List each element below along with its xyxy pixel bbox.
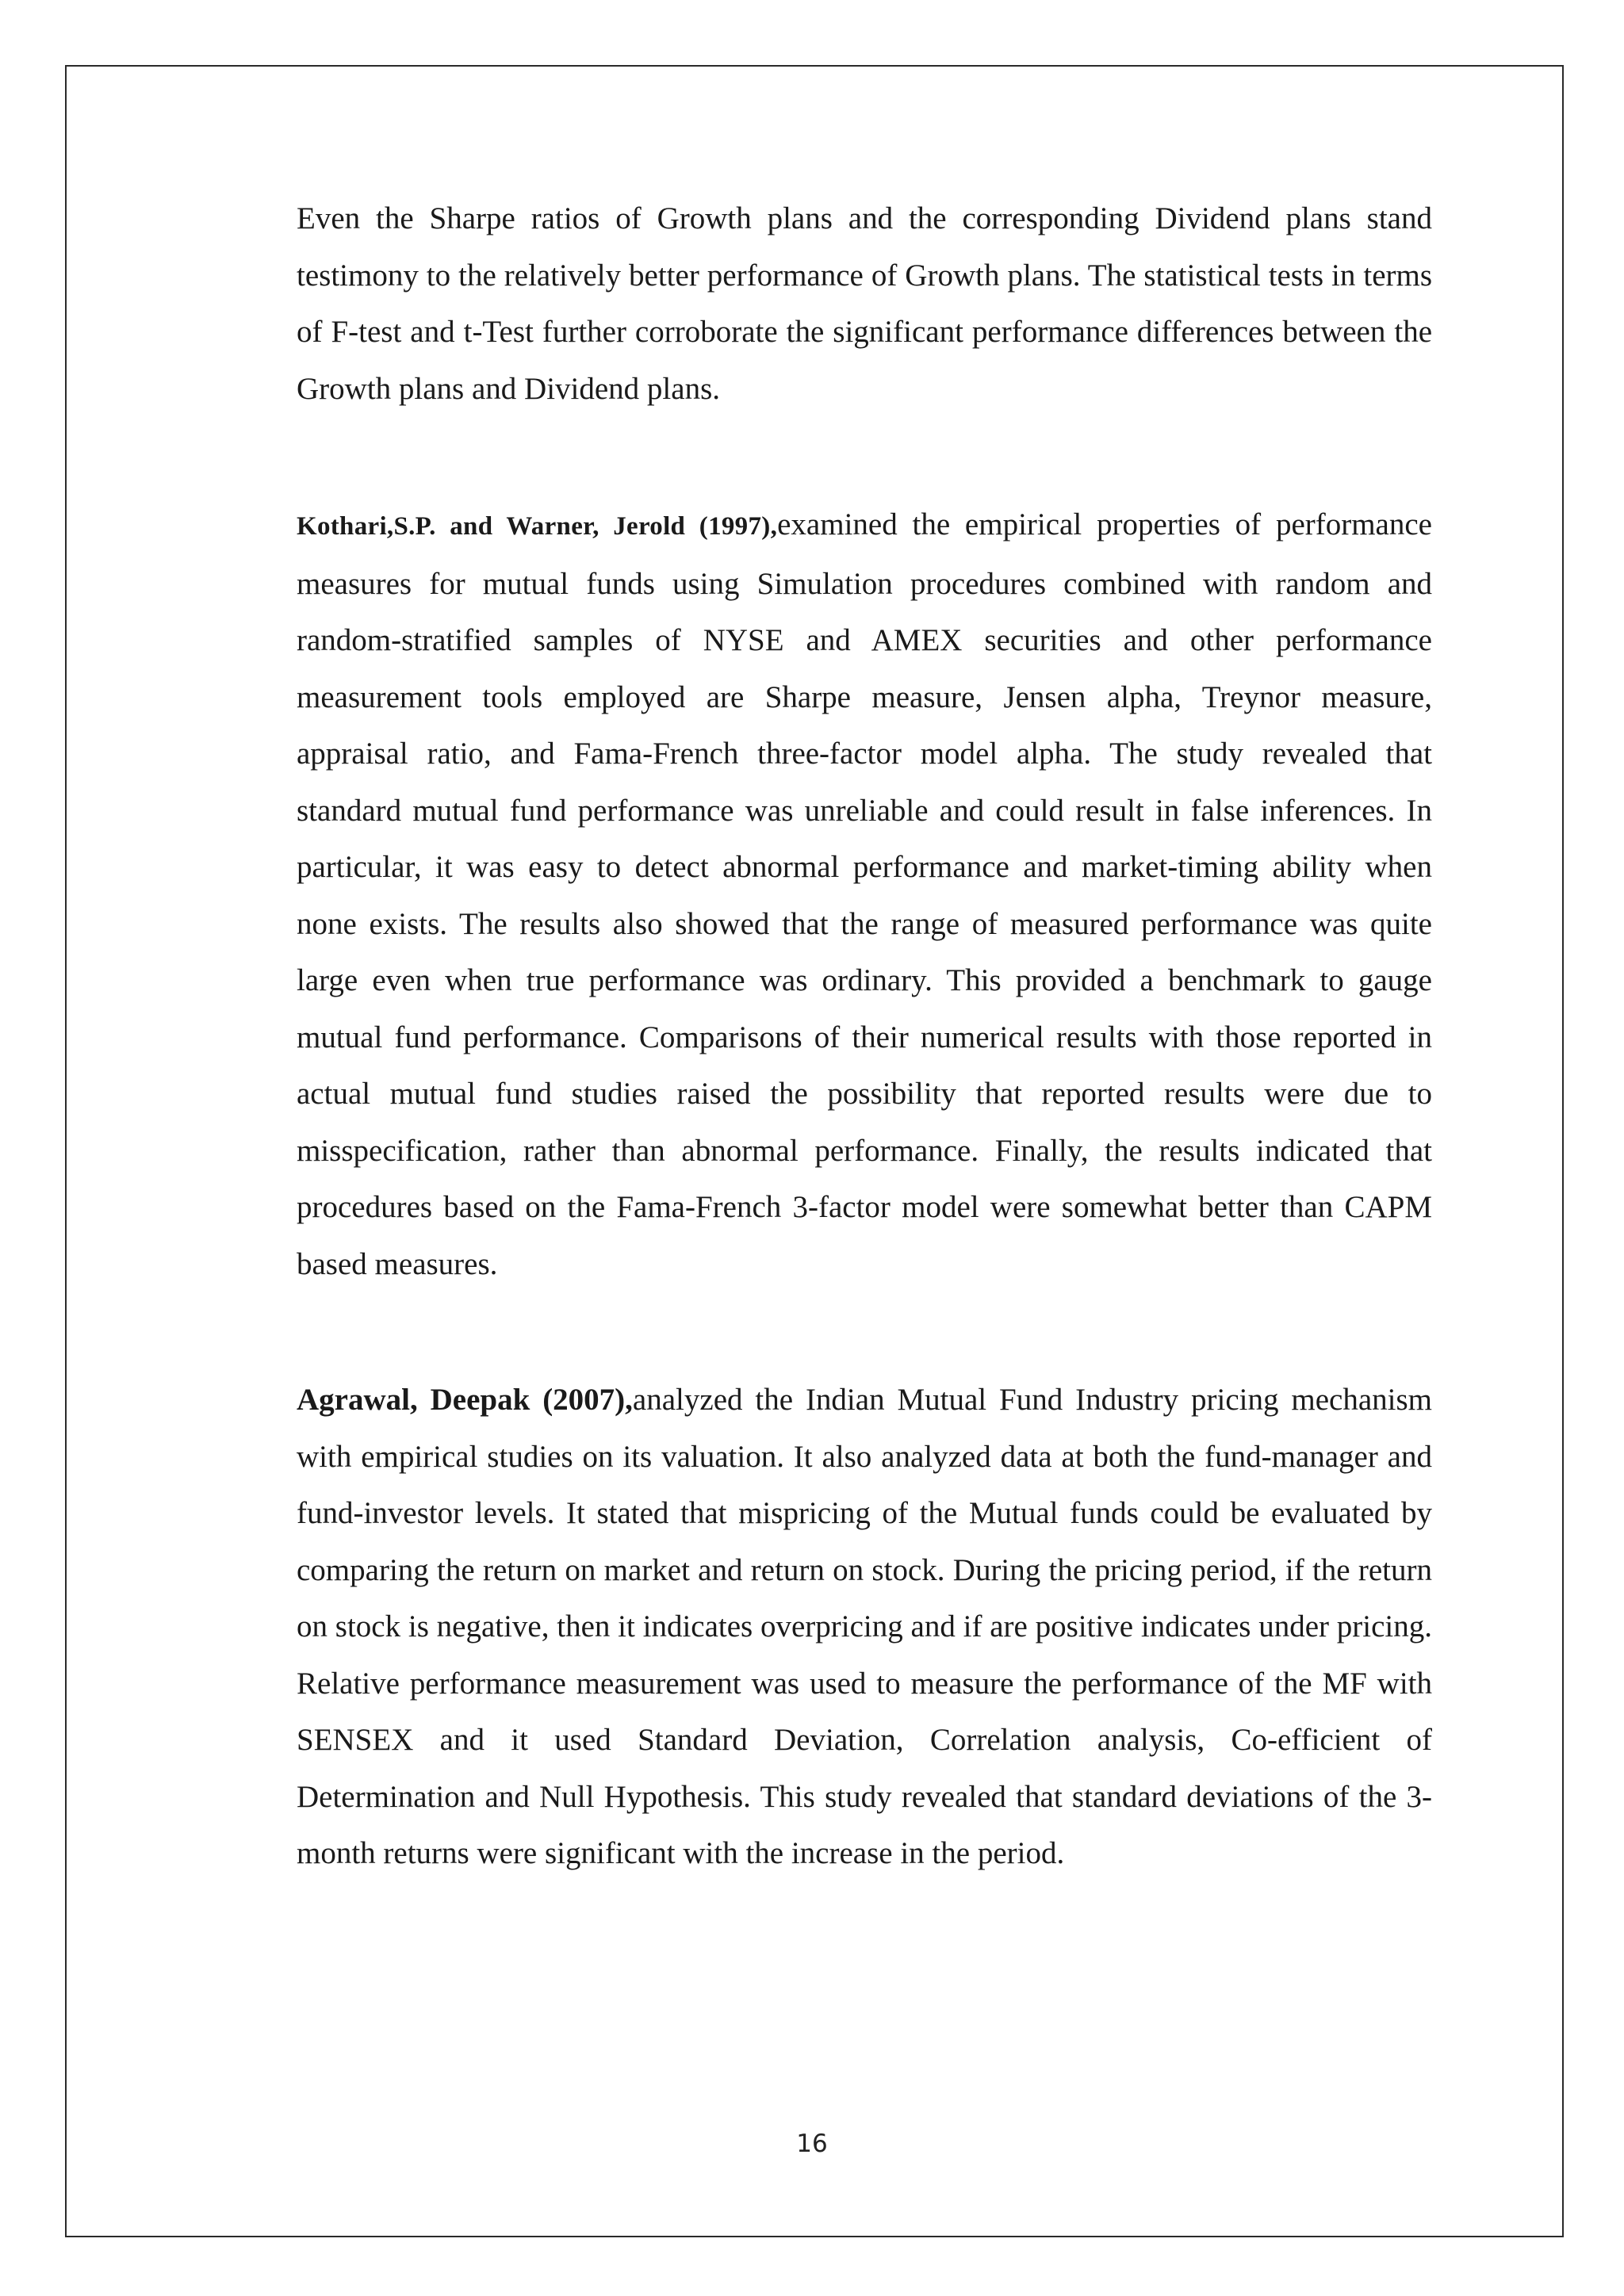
citation-author: Agrawal, Deepak (2007), xyxy=(297,1383,633,1417)
paragraph-body: analyzed the Indian Mutual Fund Industry pricing mechanism with empirical studies on its valuation. It also analyzed data at both the fund-manager and fund-investor levels. It stated that mispricing of the Mutual funds could be evaluated by comparing the return on market and return on stock. During the pricing period, if the return on stock is negative, then it indicates overpricing and if are positive indicates under pricing. Relative performance measurement was used to measure the performance of the MF with SENSEX and it used Standard Deviation, Correlation analysis, Co-efficient of Determination and Null Hypothesis. This study revealed that standard deviations of the 3-month returns were significant with the increase in the period. xyxy=(297,1383,1432,1870)
paragraph-body: Even the Sharpe ratios of Growth plans and the corresponding Dividend plans stand testimony to the relatively better performance of Growth plans. The statistical tests in terms of F-test and t-Test further corroborate the significant performance differences between the Growth plans and Dividend plans. xyxy=(297,201,1432,406)
paragraph-agrawal xyxy=(297,1372,1432,1882)
paragraph-sharpe-ratios xyxy=(297,190,1432,417)
document-body xyxy=(297,190,1432,1882)
page-number: 16 xyxy=(796,2130,828,2158)
citation-author: Kothari,S.P. and Warner, Jerold (1997), xyxy=(297,512,778,541)
paragraph-body: examined the empirical properties of performance measures for mutual funds using Simulation procedures combined with random and random-stratified samples of NYSE and AMEX securities and other performance measurement tools employed are Sharpe measure, Jensen alpha, Treynor measure, appraisal ratio, and Fama-French three-factor model alpha. The study revealed that standard mutual fund performance was unreliable and could result in false inferences. In particular, it was easy to detect abnormal performance and market-timing ability when none exists. The results also showed that the range of measured performance was quite large even when true performance was ordinary. This provided a benchmark to gauge mutual fund performance. Comparisons of their numerical results with those reported in actual mutual fund studies raised the possibility that reported results were due to misspecification, rather than abnormal performance. Finally, the results indicated that procedures based on the Fama-French 3-factor model were somewhat better than CAPM based measures. xyxy=(297,507,1432,1281)
paragraph-kothari-warner xyxy=(297,496,1432,1292)
